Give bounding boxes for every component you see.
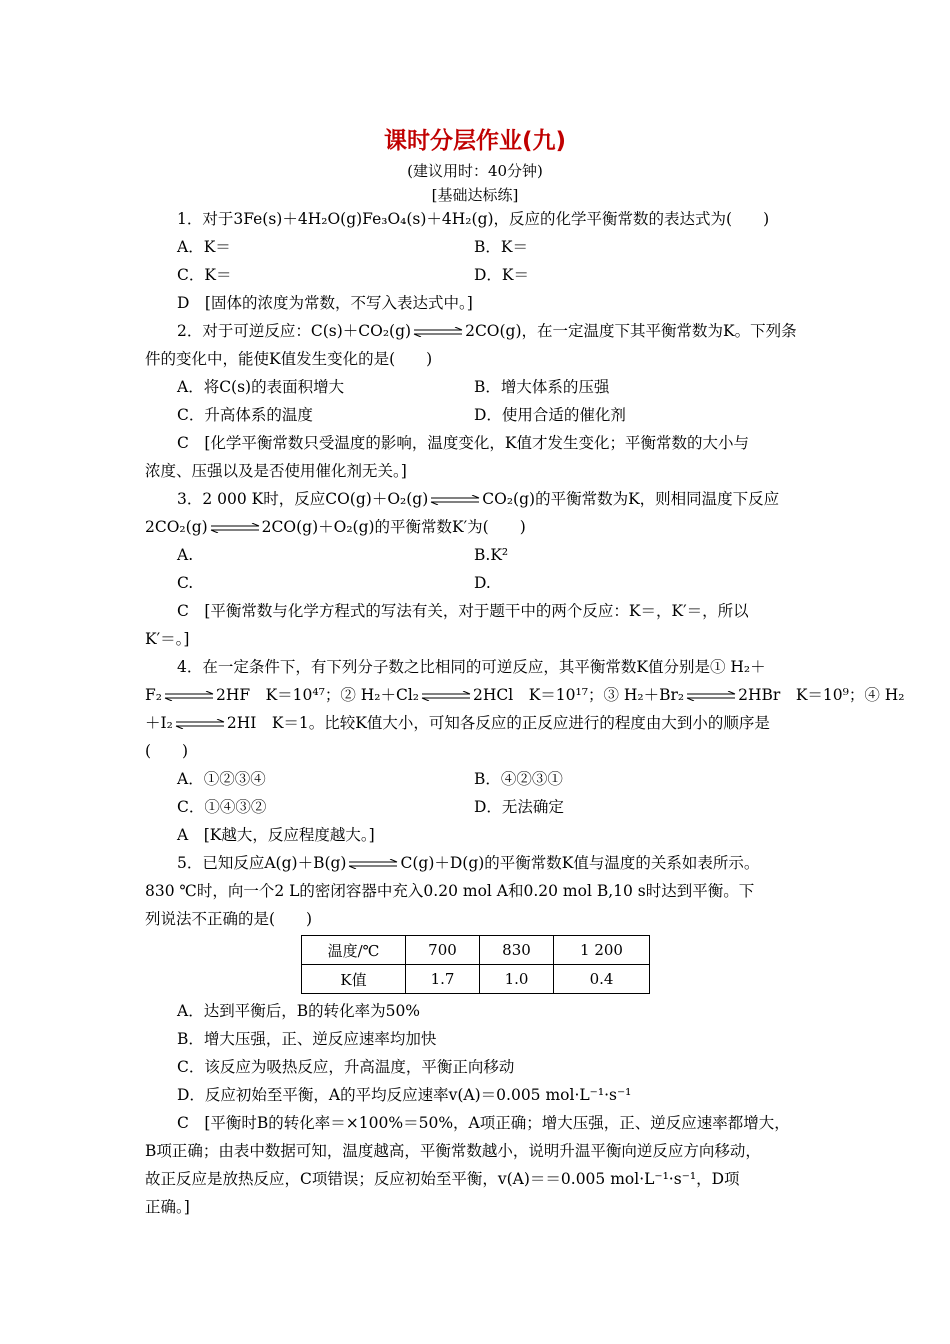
q4-answer: A [K越大，反应程度越大。] [177,826,375,844]
equilibrium-arrow-icon [163,691,215,701]
time-hint: (建议用时：40分钟) [407,162,543,180]
q3-stem-cont: 2CO₂(g) 2CO(g)＋O₂(g)的平衡常数K′为( ) [145,518,526,536]
q3-option-b: B.K² [474,546,509,564]
q3-option-d: D. [474,574,491,592]
q4-stem-line4: ( ) [145,742,189,760]
equilibrium-arrow-icon [174,719,226,729]
q5-answer-line4: 正确。] [145,1198,190,1216]
table-cell: 1.7 [406,965,480,994]
q3-answer-cont: K′＝。] [145,630,190,648]
q5-option-b: B．增大压强，正、逆反应速率均加快 [177,1030,437,1048]
q5-stem-line3: 列说法不正确的是( ) [145,910,313,928]
q1-answer: D [固体的浓度为常数，不写入表达式中。] [177,294,473,312]
q5-option-c: C．该反应为吸热反应，升高温度，平衡正向移动 [177,1058,515,1076]
q3-stem: 3．2 000 K时，反应CO(g)＋O₂(g) CO₂(g)的平衡常数为K，则相同温度下反应 [177,490,780,508]
q2-answer: C [化学平衡常数只受温度的影响，温度变化，K值才发生变化；平衡常数的大小与 [177,434,749,452]
table-cell: 700 [406,936,480,965]
table-cell: 0.4 [554,965,650,994]
table-cell: 830 [480,936,554,965]
q3-option-a: A. [177,546,194,564]
q2-option-d: D．使用合适的催化剂 [474,406,626,424]
q4-option-a: A．①②③④ [177,770,266,788]
q4-option-b: B．④②③① [474,770,563,788]
q5-option-a: A．达到平衡后，B的转化率为50% [177,1002,421,1020]
table-row [302,936,650,965]
equilibrium-arrow-icon [412,327,464,337]
equilibrium-arrow-icon [420,691,472,701]
q2-option-a: A．将C(s)的表面积增大 [177,378,345,396]
q4-stem-line2: F₂ 2HF K＝10⁴⁷；② H₂＋Cl₂ 2HCl K＝10¹⁷；③ H₂＋Br₂ 2HBr K＝10⁹；④ H₂ [145,686,905,704]
table-cell: 温度/℃ [302,936,406,965]
q4-option-c: C．①④③② [177,798,267,816]
equilibrium-arrow-icon [209,523,261,533]
q1-option-c: C．K＝ [177,266,232,284]
q2-stem: 2．对于可逆反应：C(s)＋CO₂(g) 2CO(g)，在一定温度下其平衡常数为K。下列条 [177,322,797,340]
q5-answer-line3: 故正反应是放热反应，C项错误；反应初始至平衡，v(A)＝＝0.005 mol·L⁻¹·s⁻¹，D项 [145,1170,740,1188]
equilibrium-arrow-icon [429,495,481,505]
page-title: 课时分层作业(九) [383,128,567,154]
q1-option-b: B．K＝ [474,238,528,256]
q1-option-a: A．K＝ [177,238,231,256]
k-temperature-table [301,935,650,994]
equilibrium-arrow-icon [347,859,399,869]
q4-option-d: D．无法确定 [474,798,564,816]
q5-stem-line2: 830 ℃时，向一个2 L的密闭容器中充入0.20 mol A和0.20 mol B,10 s时达到平衡。下 [145,882,755,900]
q2-answer-cont: 浓度、压强以及是否使用催化剂无关。] [145,462,407,480]
q5-answer-line2: B项正确；由表中数据可知，温度越高，平衡常数越小，说明升温平衡向逆反应方向移动， [145,1142,761,1160]
q5-option-d: D．反应初始至平衡，A的平均反应速率v(A)＝0.005 mol·L⁻¹·s⁻¹ [177,1086,632,1104]
q2-option-c: C．升高体系的温度 [177,406,313,424]
q4-stem: 4．在一定条件下，有下列分子数之比相同的可逆反应，其平衡常数K值分别是① H₂＋ [177,658,766,676]
equilibrium-arrow-icon [685,691,737,701]
q3-answer: C [平衡常数与化学方程式的写法有关，对于题干中的两个反应：K＝，K′＝，所以 [177,602,749,620]
table-cell: 1 200 [554,936,650,965]
q1-stem: 1．对于3Fe(s)＋4H₂O(g)Fe₃O₄(s)＋4H₂(g)，反应的化学平衡常数的表达式为( ) [177,210,770,228]
table-cell: 1.0 [480,965,554,994]
q2-stem-cont: 件的变化中，能使K值发生变化的是( ) [145,350,433,368]
q5-answer: C [平衡时B的转化率＝×100%＝50%，A项正确；增大压强，正、逆反应速率都增大， [177,1114,790,1132]
table-cell: K值 [302,965,406,994]
q5-stem: 5．已知反应A(g)＋B(g) C(g)＋D(g)的平衡常数K值与温度的关系如表所示。 [177,854,760,872]
q2-option-b: B．增大体系的压强 [474,378,610,396]
q4-stem-line3: ＋I₂ 2HI K＝1。比较K值大小，可知各反应的正反应进行的程度由大到小的顺序是 [145,714,770,732]
q1-option-d: D．K＝ [474,266,530,284]
table-row [302,965,650,994]
section-heading: [基础达标练] [431,186,519,204]
q3-option-c: C. [177,574,194,592]
